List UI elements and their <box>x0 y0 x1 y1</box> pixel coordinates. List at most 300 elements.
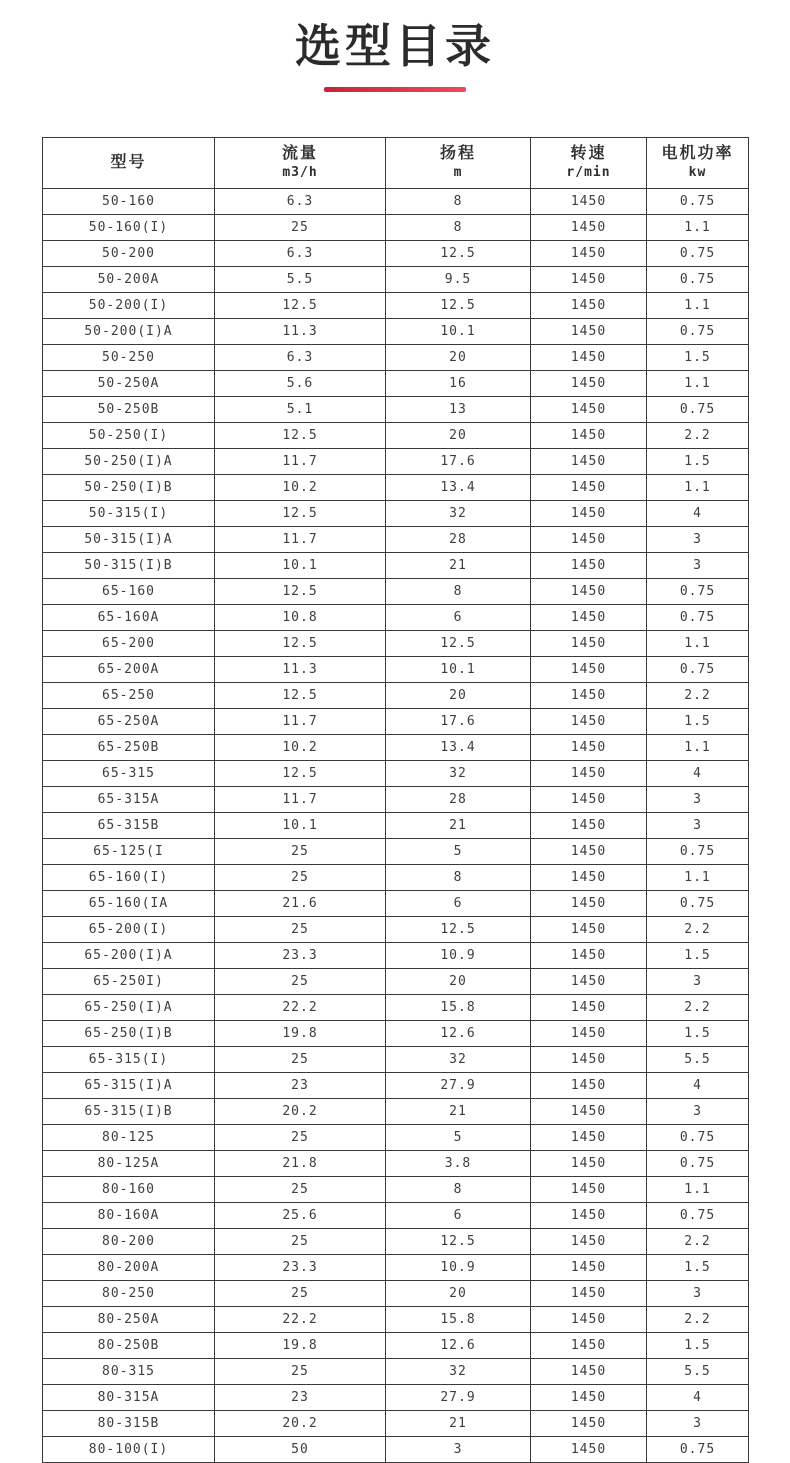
table-cell: 65-315A <box>43 786 215 812</box>
table-cell: 0.75 <box>647 1150 749 1176</box>
table-cell: 3.8 <box>386 1150 531 1176</box>
table-row <box>43 1098 749 1124</box>
table-cell: 10.8 <box>215 604 386 630</box>
table-cell: 1450 <box>531 292 647 318</box>
title-underline-decoration <box>324 87 466 92</box>
table-row <box>43 1124 749 1150</box>
table-cell: 20 <box>386 682 531 708</box>
table-cell: 1.1 <box>647 864 749 890</box>
table-row <box>43 266 749 292</box>
table-cell: 65-160 <box>43 578 215 604</box>
table-row <box>43 734 749 760</box>
table-row <box>43 838 749 864</box>
table-cell: 80-315A <box>43 1384 215 1410</box>
table-cell: 1450 <box>531 266 647 292</box>
table-body <box>43 188 749 1462</box>
table-row <box>43 916 749 942</box>
table-cell: 12.5 <box>215 578 386 604</box>
table-row <box>43 890 749 916</box>
table-cell: 80-125A <box>43 1150 215 1176</box>
table-cell: 65-160(IA <box>43 890 215 916</box>
table-cell: 25 <box>215 1228 386 1254</box>
column-header-label: 转速 <box>570 145 607 163</box>
table-cell: 12.5 <box>215 292 386 318</box>
table-cell: 0.75 <box>647 1124 749 1150</box>
table-cell: 80-160 <box>43 1176 215 1202</box>
table-cell: 23.3 <box>215 942 386 968</box>
table-cell: 19.8 <box>215 1332 386 1358</box>
table-cell: 23 <box>215 1072 386 1098</box>
table-cell: 13.4 <box>386 474 531 500</box>
table-row <box>43 318 749 344</box>
table-cell: 1450 <box>531 968 647 994</box>
table-row <box>43 370 749 396</box>
table-cell: 25 <box>215 1280 386 1306</box>
table-cell: 0.75 <box>647 240 749 266</box>
table-row <box>43 500 749 526</box>
table-cell: 80-250B <box>43 1332 215 1358</box>
table-cell: 65-250B <box>43 734 215 760</box>
table-cell: 21 <box>386 812 531 838</box>
table-cell: 1450 <box>531 396 647 422</box>
table-cell: 12.5 <box>215 760 386 786</box>
table-cell: 65-200(I)A <box>43 942 215 968</box>
table-row <box>43 1332 749 1358</box>
table-cell: 2.2 <box>647 682 749 708</box>
table-cell: 6.3 <box>215 344 386 370</box>
table-cell: 5 <box>386 1124 531 1150</box>
table-row <box>43 1254 749 1280</box>
table-cell: 3 <box>386 1436 531 1462</box>
table-cell: 23.3 <box>215 1254 386 1280</box>
table-row <box>43 526 749 552</box>
table-cell: 0.75 <box>647 266 749 292</box>
table-cell: 13 <box>386 396 531 422</box>
table-cell: 17.6 <box>386 708 531 734</box>
table-cell: 3 <box>647 526 749 552</box>
column-header <box>647 137 749 188</box>
table-cell: 27.9 <box>386 1072 531 1098</box>
table-cell: 65-160A <box>43 604 215 630</box>
table-cell: 1450 <box>531 630 647 656</box>
table-cell: 80-315 <box>43 1358 215 1384</box>
table-cell: 16 <box>386 370 531 396</box>
table-cell: 65-250I) <box>43 968 215 994</box>
table-row <box>43 474 749 500</box>
column-header-unit: m <box>453 164 463 180</box>
table-cell: 25 <box>215 214 386 240</box>
table-cell: 1450 <box>531 708 647 734</box>
table-row <box>43 942 749 968</box>
table-cell: 2.2 <box>647 916 749 942</box>
table-row <box>43 1410 749 1436</box>
table-cell: 5 <box>386 838 531 864</box>
table-cell: 80-200 <box>43 1228 215 1254</box>
table-cell: 27.9 <box>386 1384 531 1410</box>
table-cell: 1450 <box>531 1098 647 1124</box>
table-cell: 15.8 <box>386 994 531 1020</box>
table-cell: 80-160A <box>43 1202 215 1228</box>
table-cell: 1450 <box>531 214 647 240</box>
table-cell: 65-250 <box>43 682 215 708</box>
table-cell: 25 <box>215 1046 386 1072</box>
table-cell: 8 <box>386 864 531 890</box>
table-cell: 25 <box>215 1176 386 1202</box>
column-header <box>43 137 215 188</box>
table-row <box>43 1176 749 1202</box>
table-cell: 50-315(I)B <box>43 552 215 578</box>
table-cell: 1450 <box>531 1228 647 1254</box>
table-cell: 1450 <box>531 916 647 942</box>
column-header-unit: kw <box>688 164 707 180</box>
table-cell: 1450 <box>531 1306 647 1332</box>
table-row <box>43 812 749 838</box>
table-cell: 23 <box>215 1384 386 1410</box>
table-cell: 1450 <box>531 448 647 474</box>
table-cell: 65-315(I) <box>43 1046 215 1072</box>
table-cell: 20 <box>386 968 531 994</box>
table-cell: 3 <box>647 1098 749 1124</box>
table-cell: 10.1 <box>215 812 386 838</box>
table-header-row <box>43 137 749 188</box>
table-row <box>43 1020 749 1046</box>
table-cell: 65-200(I) <box>43 916 215 942</box>
table-cell: 4 <box>647 1384 749 1410</box>
table-cell: 32 <box>386 1046 531 1072</box>
table-cell: 21 <box>386 1410 531 1436</box>
table-cell: 12.6 <box>386 1332 531 1358</box>
page-title: 选型目录 <box>295 20 495 72</box>
table-cell: 10.1 <box>386 318 531 344</box>
table-cell: 50-200 <box>43 240 215 266</box>
table-cell: 12.5 <box>215 630 386 656</box>
table-cell: 80-100(I) <box>43 1436 215 1462</box>
table-cell: 1450 <box>531 864 647 890</box>
table-cell: 1450 <box>531 240 647 266</box>
table-cell: 1.1 <box>647 630 749 656</box>
column-header-label: 扬程 <box>439 145 476 163</box>
table-cell: 65-315 <box>43 760 215 786</box>
table-cell: 12.5 <box>386 292 531 318</box>
table-cell: 10.1 <box>386 656 531 682</box>
table-cell: 20 <box>386 344 531 370</box>
table-row <box>43 604 749 630</box>
table-cell: 11.7 <box>215 708 386 734</box>
table-cell: 4 <box>647 1072 749 1098</box>
table-cell: 65-250(I)A <box>43 994 215 1020</box>
table-cell: 65-160(I) <box>43 864 215 890</box>
table-cell: 32 <box>386 1358 531 1384</box>
table-row <box>43 1306 749 1332</box>
table-cell: 21.8 <box>215 1150 386 1176</box>
table-cell: 1450 <box>531 1436 647 1462</box>
table-cell: 13.4 <box>386 734 531 760</box>
table-cell: 0.75 <box>647 656 749 682</box>
table-row <box>43 864 749 890</box>
table-cell: 50-250A <box>43 370 215 396</box>
table-cell: 12.5 <box>215 500 386 526</box>
table-cell: 50-315(I) <box>43 500 215 526</box>
table-cell: 1.5 <box>647 1020 749 1046</box>
table-cell: 1450 <box>531 1280 647 1306</box>
table-cell: 11.7 <box>215 448 386 474</box>
table-row <box>43 578 749 604</box>
table-cell: 12.6 <box>386 1020 531 1046</box>
table-row <box>43 682 749 708</box>
table-cell: 11.3 <box>215 318 386 344</box>
table-cell: 12.5 <box>386 630 531 656</box>
table-cell: 80-315B <box>43 1410 215 1436</box>
table-cell: 6.3 <box>215 188 386 214</box>
table-row <box>43 214 749 240</box>
table-cell: 4 <box>647 760 749 786</box>
table-row <box>43 760 749 786</box>
table-cell: 65-315(I)A <box>43 1072 215 1098</box>
table-cell: 2.2 <box>647 1228 749 1254</box>
table-cell: 6 <box>386 604 531 630</box>
table-cell: 1.5 <box>647 1332 749 1358</box>
table-cell: 1.5 <box>647 344 749 370</box>
table-cell: 1450 <box>531 1072 647 1098</box>
table-row <box>43 1228 749 1254</box>
table-cell: 0.75 <box>647 604 749 630</box>
table-cell: 0.75 <box>647 396 749 422</box>
table-cell: 2.2 <box>647 994 749 1020</box>
table-cell: 65-200 <box>43 630 215 656</box>
table-cell: 2.2 <box>647 1306 749 1332</box>
table-cell: 5.5 <box>215 266 386 292</box>
table-cell: 21.6 <box>215 890 386 916</box>
table-cell: 50-250(I)B <box>43 474 215 500</box>
table-cell: 1.1 <box>647 474 749 500</box>
table-cell: 1450 <box>531 552 647 578</box>
table-cell: 28 <box>386 786 531 812</box>
column-header-label: 电机功率 <box>661 145 734 163</box>
column-header <box>386 137 531 188</box>
table-row <box>43 1046 749 1072</box>
table-cell: 10.2 <box>215 474 386 500</box>
table-cell: 21 <box>386 1098 531 1124</box>
table-row <box>43 188 749 214</box>
table-cell: 80-125 <box>43 1124 215 1150</box>
table-cell: 10.1 <box>215 552 386 578</box>
table-cell: 10.2 <box>215 734 386 760</box>
table-cell: 8 <box>386 214 531 240</box>
table-cell: 1450 <box>531 1358 647 1384</box>
table-cell: 8 <box>386 578 531 604</box>
table-cell: 3 <box>647 812 749 838</box>
table-cell: 22.2 <box>215 994 386 1020</box>
table-cell: 20 <box>386 422 531 448</box>
table-row <box>43 1202 749 1228</box>
table-cell: 1450 <box>531 942 647 968</box>
table-cell: 1450 <box>531 994 647 1020</box>
table-row <box>43 1358 749 1384</box>
table-row <box>43 786 749 812</box>
table-cell: 65-315B <box>43 812 215 838</box>
table-cell: 2.2 <box>647 422 749 448</box>
table-cell: 8 <box>386 1176 531 1202</box>
table-cell: 5.1 <box>215 396 386 422</box>
table-cell: 32 <box>386 760 531 786</box>
table-cell: 1450 <box>531 1124 647 1150</box>
column-header-unit: m3/h <box>282 164 318 180</box>
table-cell: 1.1 <box>647 292 749 318</box>
table-cell: 25 <box>215 1124 386 1150</box>
table-cell: 32 <box>386 500 531 526</box>
table-row <box>43 240 749 266</box>
table-cell: 1450 <box>531 760 647 786</box>
table-cell: 65-315(I)B <box>43 1098 215 1124</box>
table-header <box>43 137 749 188</box>
table-cell: 80-250 <box>43 1280 215 1306</box>
table-cell: 1450 <box>531 734 647 760</box>
table-cell: 19.8 <box>215 1020 386 1046</box>
table-cell: 65-250(I)B <box>43 1020 215 1046</box>
table-row <box>43 396 749 422</box>
table-row <box>43 994 749 1020</box>
table-row <box>43 292 749 318</box>
table-cell: 28 <box>386 526 531 552</box>
table-cell: 50 <box>215 1436 386 1462</box>
table-row <box>43 1150 749 1176</box>
table-cell: 17.6 <box>386 448 531 474</box>
table-row <box>43 1072 749 1098</box>
table-cell: 0.75 <box>647 1436 749 1462</box>
table-cell: 80-250A <box>43 1306 215 1332</box>
table-row <box>43 630 749 656</box>
table-cell: 6 <box>386 1202 531 1228</box>
table-cell: 1450 <box>531 1150 647 1176</box>
table-cell: 1450 <box>531 318 647 344</box>
table-cell: 6 <box>386 890 531 916</box>
table-cell: 50-160 <box>43 188 215 214</box>
table-cell: 25 <box>215 864 386 890</box>
table-cell: 1.1 <box>647 734 749 760</box>
table-cell: 3 <box>647 1410 749 1436</box>
column-header-label: 型号 <box>110 153 147 171</box>
table-cell: 12.5 <box>215 422 386 448</box>
table-cell: 1450 <box>531 1202 647 1228</box>
table-cell: 10.9 <box>386 1254 531 1280</box>
table-cell: 12.5 <box>386 916 531 942</box>
table-cell: 20.2 <box>215 1098 386 1124</box>
table-row <box>43 422 749 448</box>
table-cell: 1450 <box>531 526 647 552</box>
table-cell: 1450 <box>531 1254 647 1280</box>
table-cell: 25 <box>215 838 386 864</box>
table-cell: 1.1 <box>647 370 749 396</box>
table-cell: 22.2 <box>215 1306 386 1332</box>
table-row <box>43 344 749 370</box>
table-cell: 50-250B <box>43 396 215 422</box>
table-cell: 11.3 <box>215 656 386 682</box>
table-cell: 50-160(I) <box>43 214 215 240</box>
table-cell: 11.7 <box>215 526 386 552</box>
table-cell: 1450 <box>531 838 647 864</box>
table-cell: 1450 <box>531 604 647 630</box>
table-cell: 3 <box>647 786 749 812</box>
table-cell: 15.8 <box>386 1306 531 1332</box>
table-cell: 65-200A <box>43 656 215 682</box>
table-cell: 3 <box>647 1280 749 1306</box>
table-cell: 11.7 <box>215 786 386 812</box>
table-cell: 65-250A <box>43 708 215 734</box>
table-cell: 0.75 <box>647 890 749 916</box>
table-cell: 12.5 <box>386 240 531 266</box>
table-cell: 12.5 <box>215 682 386 708</box>
table-cell: 8 <box>386 188 531 214</box>
table-cell: 25 <box>215 1358 386 1384</box>
table-cell: 10.9 <box>386 942 531 968</box>
table-cell: 50-250 <box>43 344 215 370</box>
table-cell: 50-200A <box>43 266 215 292</box>
table-cell: 1450 <box>531 1410 647 1436</box>
table-cell: 1.5 <box>647 708 749 734</box>
column-header <box>531 137 647 188</box>
table-cell: 1450 <box>531 1176 647 1202</box>
table-cell: 1450 <box>531 890 647 916</box>
table-cell: 20 <box>386 1280 531 1306</box>
table-cell: 1450 <box>531 1020 647 1046</box>
table-cell: 50-200(I)A <box>43 318 215 344</box>
table-row <box>43 552 749 578</box>
table-cell: 1.5 <box>647 448 749 474</box>
table-cell: 25.6 <box>215 1202 386 1228</box>
table-cell: 12.5 <box>386 1228 531 1254</box>
table-row <box>43 448 749 474</box>
table-row <box>43 708 749 734</box>
table-cell: 25 <box>215 916 386 942</box>
table-cell: 1.5 <box>647 1254 749 1280</box>
table-cell: 1450 <box>531 1332 647 1358</box>
table-cell: 0.75 <box>647 578 749 604</box>
table-cell: 1450 <box>531 422 647 448</box>
table-cell: 1450 <box>531 1046 647 1072</box>
table-cell: 1450 <box>531 656 647 682</box>
table-cell: 0.75 <box>647 318 749 344</box>
table-row <box>43 1280 749 1306</box>
table-cell: 5.6 <box>215 370 386 396</box>
table-cell: 65-125(I <box>43 838 215 864</box>
table-cell: 5.5 <box>647 1046 749 1072</box>
table-cell: 1450 <box>531 188 647 214</box>
table-cell: 1.5 <box>647 942 749 968</box>
table-cell: 50-200(I) <box>43 292 215 318</box>
table-cell: 4 <box>647 500 749 526</box>
column-header-unit: r/min <box>566 164 611 180</box>
table-cell: 50-315(I)A <box>43 526 215 552</box>
table-cell: 20.2 <box>215 1410 386 1436</box>
table-cell: 1450 <box>531 370 647 396</box>
table-row <box>43 1436 749 1462</box>
table-cell: 3 <box>647 968 749 994</box>
table-cell: 50-250(I) <box>43 422 215 448</box>
table-cell: 0.75 <box>647 838 749 864</box>
table-cell: 1450 <box>531 1384 647 1410</box>
table-cell: 21 <box>386 552 531 578</box>
table-cell: 1450 <box>531 682 647 708</box>
table-cell: 1.1 <box>647 1176 749 1202</box>
table-cell: 1.1 <box>647 214 749 240</box>
table-cell: 25 <box>215 968 386 994</box>
table-cell: 6.3 <box>215 240 386 266</box>
table-cell: 1450 <box>531 500 647 526</box>
table-cell: 50-250(I)A <box>43 448 215 474</box>
table-cell: 1450 <box>531 786 647 812</box>
table-cell: 0.75 <box>647 1202 749 1228</box>
table-row <box>43 1384 749 1410</box>
